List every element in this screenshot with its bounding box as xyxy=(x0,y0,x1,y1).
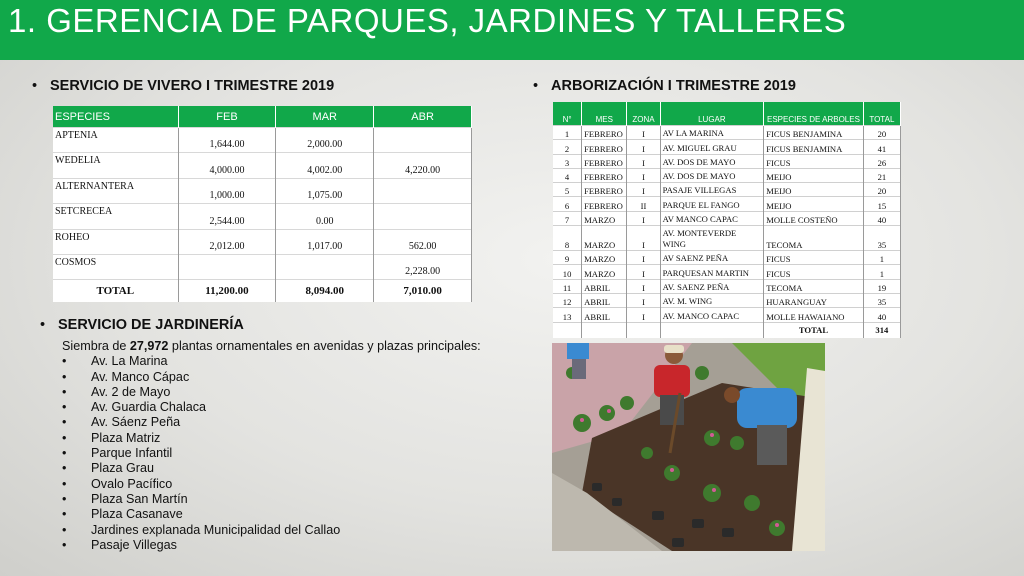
bullet-icon: • xyxy=(62,446,67,461)
list-item xyxy=(62,385,481,400)
cell-especie: MOLLE HAWAIANO xyxy=(764,308,864,322)
table-row xyxy=(553,211,901,225)
cell-mes: ABRIL xyxy=(582,293,627,307)
bullet-icon: • xyxy=(62,354,67,369)
table-row xyxy=(553,183,901,197)
total-abr: 7,010.00 xyxy=(374,280,472,302)
list-item xyxy=(62,523,481,538)
cell-zona: I xyxy=(627,211,660,225)
cell-especie: TECOMA xyxy=(764,279,864,293)
table-row xyxy=(553,293,901,307)
total-label: TOTAL xyxy=(764,322,864,338)
cell-especie: FICUS BENJAMINA xyxy=(764,126,864,140)
place-name: Plaza San Martín xyxy=(91,491,188,506)
list-item xyxy=(62,446,481,461)
bullet-icon: • xyxy=(62,507,67,522)
bullet-icon: • xyxy=(62,369,67,384)
table-row xyxy=(53,178,472,203)
arborizacion-heading: • ARBORIZACIÓN I TRIMESTRE 2019 xyxy=(533,78,796,94)
cell-lugar: AV. DOS DE MAYO xyxy=(660,154,764,168)
cell-feb: 1,000.00 xyxy=(178,178,276,203)
cell-total: 1 xyxy=(863,251,900,265)
table-row xyxy=(553,226,901,251)
cell-n: 8 xyxy=(553,226,582,251)
total-row xyxy=(553,322,901,338)
cell-lugar: PARQUESAN MARTIN xyxy=(660,265,764,279)
list-item xyxy=(62,415,481,430)
table-row xyxy=(53,128,472,153)
bullet-icon: • xyxy=(533,78,539,94)
cell-lugar: AV. MIGUEL GRAU xyxy=(660,140,764,154)
cell-lugar: AV LA MARINA xyxy=(660,126,764,140)
cell-total: 40 xyxy=(863,211,900,225)
vivero-header-row xyxy=(53,106,472,128)
cell-feb: 2,544.00 xyxy=(178,204,276,229)
cell-mes: FEBRERO xyxy=(582,183,627,197)
col-abr: ABR xyxy=(374,106,472,128)
cell-feb: 1,644.00 xyxy=(178,128,276,153)
bullet-icon: • xyxy=(32,78,38,94)
cell-total: 15 xyxy=(863,197,900,211)
bullet-icon: • xyxy=(62,537,67,552)
place-name: Av. Guardia Chalaca xyxy=(91,400,207,415)
arborizacion-header-row xyxy=(553,102,901,126)
table-row xyxy=(53,254,472,279)
cell-abr xyxy=(374,204,472,229)
cell-especie: HUARANGUAY xyxy=(764,293,864,307)
cell-abr xyxy=(374,178,472,203)
cell-zona: I xyxy=(627,154,660,168)
list-item xyxy=(62,507,481,522)
place-name: Plaza Casanave xyxy=(91,507,183,522)
total-label: TOTAL xyxy=(53,280,178,302)
cell-mes: FEBRERO xyxy=(582,154,627,168)
bullet-icon: • xyxy=(62,461,67,476)
page-title: 1. GERENCIA DE PARQUES, JARDINES Y TALLERES xyxy=(8,2,847,39)
table-row xyxy=(553,168,901,182)
table-row xyxy=(53,204,472,229)
cell-mes: MARZO xyxy=(582,265,627,279)
table-row xyxy=(553,279,901,293)
cell-n: 2 xyxy=(553,140,582,154)
list-item xyxy=(62,461,481,476)
total-mar: 8,094.00 xyxy=(276,280,374,302)
cell-mes: FEBRERO xyxy=(582,126,627,140)
cell-lugar: PARQUE EL FANGO xyxy=(660,197,764,211)
cell-especie: COSMOS xyxy=(53,254,178,279)
table-row xyxy=(553,251,901,265)
list-item xyxy=(62,400,481,415)
place-name: Parque Infantil xyxy=(91,446,173,461)
cell-n: 12 xyxy=(553,293,582,307)
list-item xyxy=(62,431,481,446)
cell-total: 35 xyxy=(863,226,900,251)
cell-especie: WEDELIA xyxy=(53,153,178,178)
jardineria-body xyxy=(62,339,481,553)
bullet-icon: • xyxy=(62,384,67,399)
col-especies: ESPECIES xyxy=(53,106,178,128)
place-name: Ovalo Pacífico xyxy=(91,476,173,491)
cell-mar: 0.00 xyxy=(276,204,374,229)
gardening-photo xyxy=(552,343,825,551)
cell-lugar: AV SAENZ PEÑA xyxy=(660,251,764,265)
cell-lugar: AV. SAENZ PEÑA xyxy=(660,279,764,293)
table-row xyxy=(553,140,901,154)
cell-especie: ALTERNANTERA xyxy=(53,178,178,203)
cell-abr xyxy=(374,128,472,153)
col-mes: MES xyxy=(582,102,627,126)
col-total: TOTAL xyxy=(863,102,900,126)
cell-mes: MARZO xyxy=(582,226,627,251)
cell-feb xyxy=(178,254,276,279)
jardineria-heading: • SERVICIO DE JARDINERÍA xyxy=(40,317,244,333)
table-row xyxy=(553,154,901,168)
bullet-icon: • xyxy=(62,476,67,491)
jardineria-intro: Siembra de 27,972 plantas ornamentales en avenidas y plazas principales: xyxy=(62,339,481,353)
cell-mes: ABRIL xyxy=(582,279,627,293)
cell-especie: MEIJO xyxy=(764,168,864,182)
cell-zona: I xyxy=(627,226,660,251)
cell-total: 26 xyxy=(863,154,900,168)
place-name: Av. Sáenz Peña xyxy=(91,415,181,430)
col-especies: ESPECIES DE ARBOLES xyxy=(764,102,864,126)
col-lugar: LUGAR xyxy=(660,102,764,126)
place-name: Av. La Marina xyxy=(91,354,168,369)
col-n: N° xyxy=(553,102,582,126)
list-item xyxy=(62,492,481,507)
cell-especie: MOLLE COSTEÑO xyxy=(764,211,864,225)
table-row xyxy=(553,308,901,322)
cell-lugar: PASAJE VILLEGAS xyxy=(660,183,764,197)
place-name: Pasaje Villegas xyxy=(91,537,177,552)
cell-n: 11 xyxy=(553,279,582,293)
col-feb: FEB xyxy=(178,106,276,128)
cell-mes: MARZO xyxy=(582,211,627,225)
cell-n: 4 xyxy=(553,168,582,182)
cell-zona: I xyxy=(627,126,660,140)
cell-mar xyxy=(276,254,374,279)
cell-abr: 2,228.00 xyxy=(374,254,472,279)
cell-abr: 562.00 xyxy=(374,229,472,254)
cell-lugar: AV MANCO CAPAC xyxy=(660,211,764,225)
cell-especie: FICUS xyxy=(764,251,864,265)
cell-total: 40 xyxy=(863,308,900,322)
cell-n: 10 xyxy=(553,265,582,279)
cell-total: 20 xyxy=(863,126,900,140)
cell-n: 9 xyxy=(553,251,582,265)
bullet-icon: • xyxy=(62,415,67,430)
cell-zona: I xyxy=(627,308,660,322)
cell-mar: 1,017.00 xyxy=(276,229,374,254)
cell-lugar: AV. M. WING xyxy=(660,293,764,307)
cell-total: 19 xyxy=(863,279,900,293)
cell-abr: 4,220.00 xyxy=(374,153,472,178)
bullet-icon: • xyxy=(40,317,46,333)
cell-mar: 1,075.00 xyxy=(276,178,374,203)
gardening-photo-illustration xyxy=(552,343,825,551)
bullet-icon: • xyxy=(62,491,67,506)
cell-especie: MEIJO xyxy=(764,197,864,211)
table-row xyxy=(53,153,472,178)
title-bar xyxy=(0,0,1024,60)
vivero-table xyxy=(53,106,472,302)
cell-mes: MARZO xyxy=(582,251,627,265)
cell-n: 13 xyxy=(553,308,582,322)
total-feb: 11,200.00 xyxy=(178,280,276,302)
cell-mar: 4,002.00 xyxy=(276,153,374,178)
cell-n: 5 xyxy=(553,183,582,197)
cell-total: 20 xyxy=(863,183,900,197)
total-row xyxy=(53,280,472,302)
place-name: Av. 2 de Mayo xyxy=(91,384,171,399)
cell-zona: I xyxy=(627,168,660,182)
bullet-icon: • xyxy=(62,430,67,445)
cell-zona: II xyxy=(627,197,660,211)
table-row xyxy=(53,229,472,254)
total-value: 314 xyxy=(863,322,900,338)
table-row xyxy=(553,265,901,279)
col-zona: ZONA xyxy=(627,102,660,126)
cell-mes: FEBRERO xyxy=(582,197,627,211)
place-name: Jardines explanada Municipalidad del Callao xyxy=(91,522,341,537)
cell-total: 21 xyxy=(863,168,900,182)
cell-especie: SETCRECEA xyxy=(53,204,178,229)
bullet-icon: • xyxy=(62,522,67,537)
cell-n: 7 xyxy=(553,211,582,225)
cell-zona: I xyxy=(627,140,660,154)
cell-total: 1 xyxy=(863,265,900,279)
cell-zona: I xyxy=(627,279,660,293)
col-mar: MAR xyxy=(276,106,374,128)
cell-especie: APTENIA xyxy=(53,128,178,153)
cell-total: 35 xyxy=(863,293,900,307)
cell-especie: FICUS xyxy=(764,265,864,279)
cell-especie: FICUS BENJAMINA xyxy=(764,140,864,154)
table-row xyxy=(553,126,901,140)
vivero-heading: • SERVICIO DE VIVERO I TRIMESTRE 2019 xyxy=(32,78,335,94)
table-row xyxy=(553,197,901,211)
place-name: Plaza Grau xyxy=(91,461,154,476)
list-item xyxy=(62,370,481,385)
cell-feb: 4,000.00 xyxy=(178,153,276,178)
cell-n: 6 xyxy=(553,197,582,211)
cell-especie: TECOMA xyxy=(764,226,864,251)
cell-lugar: AV. MONTEVERDE WING xyxy=(660,226,764,251)
cell-zona: I xyxy=(627,183,660,197)
cell-especie: MEIJO xyxy=(764,183,864,197)
list-item xyxy=(62,538,481,553)
list-item xyxy=(62,354,481,369)
cell-zona: I xyxy=(627,293,660,307)
cell-zona: I xyxy=(627,265,660,279)
cell-n: 3 xyxy=(553,154,582,168)
cell-mes: FEBRERO xyxy=(582,168,627,182)
cell-lugar: AV. DOS DE MAYO xyxy=(660,168,764,182)
place-name: Plaza Matriz xyxy=(91,430,161,445)
arborizacion-table xyxy=(553,102,901,338)
cell-mes: ABRIL xyxy=(582,308,627,322)
cell-total: 41 xyxy=(863,140,900,154)
cell-mes: FEBRERO xyxy=(582,140,627,154)
cell-zona: I xyxy=(627,251,660,265)
places-list xyxy=(62,354,481,553)
cell-feb: 2,012.00 xyxy=(178,229,276,254)
cell-especie: FICUS xyxy=(764,154,864,168)
bullet-icon: • xyxy=(62,400,67,415)
cell-lugar: AV. MANCO CAPAC xyxy=(660,308,764,322)
cell-mar: 2,000.00 xyxy=(276,128,374,153)
cell-n: 1 xyxy=(553,126,582,140)
list-item xyxy=(62,477,481,492)
place-name: Av. Manco Cápac xyxy=(91,369,190,384)
cell-especie: ROHEO xyxy=(53,229,178,254)
